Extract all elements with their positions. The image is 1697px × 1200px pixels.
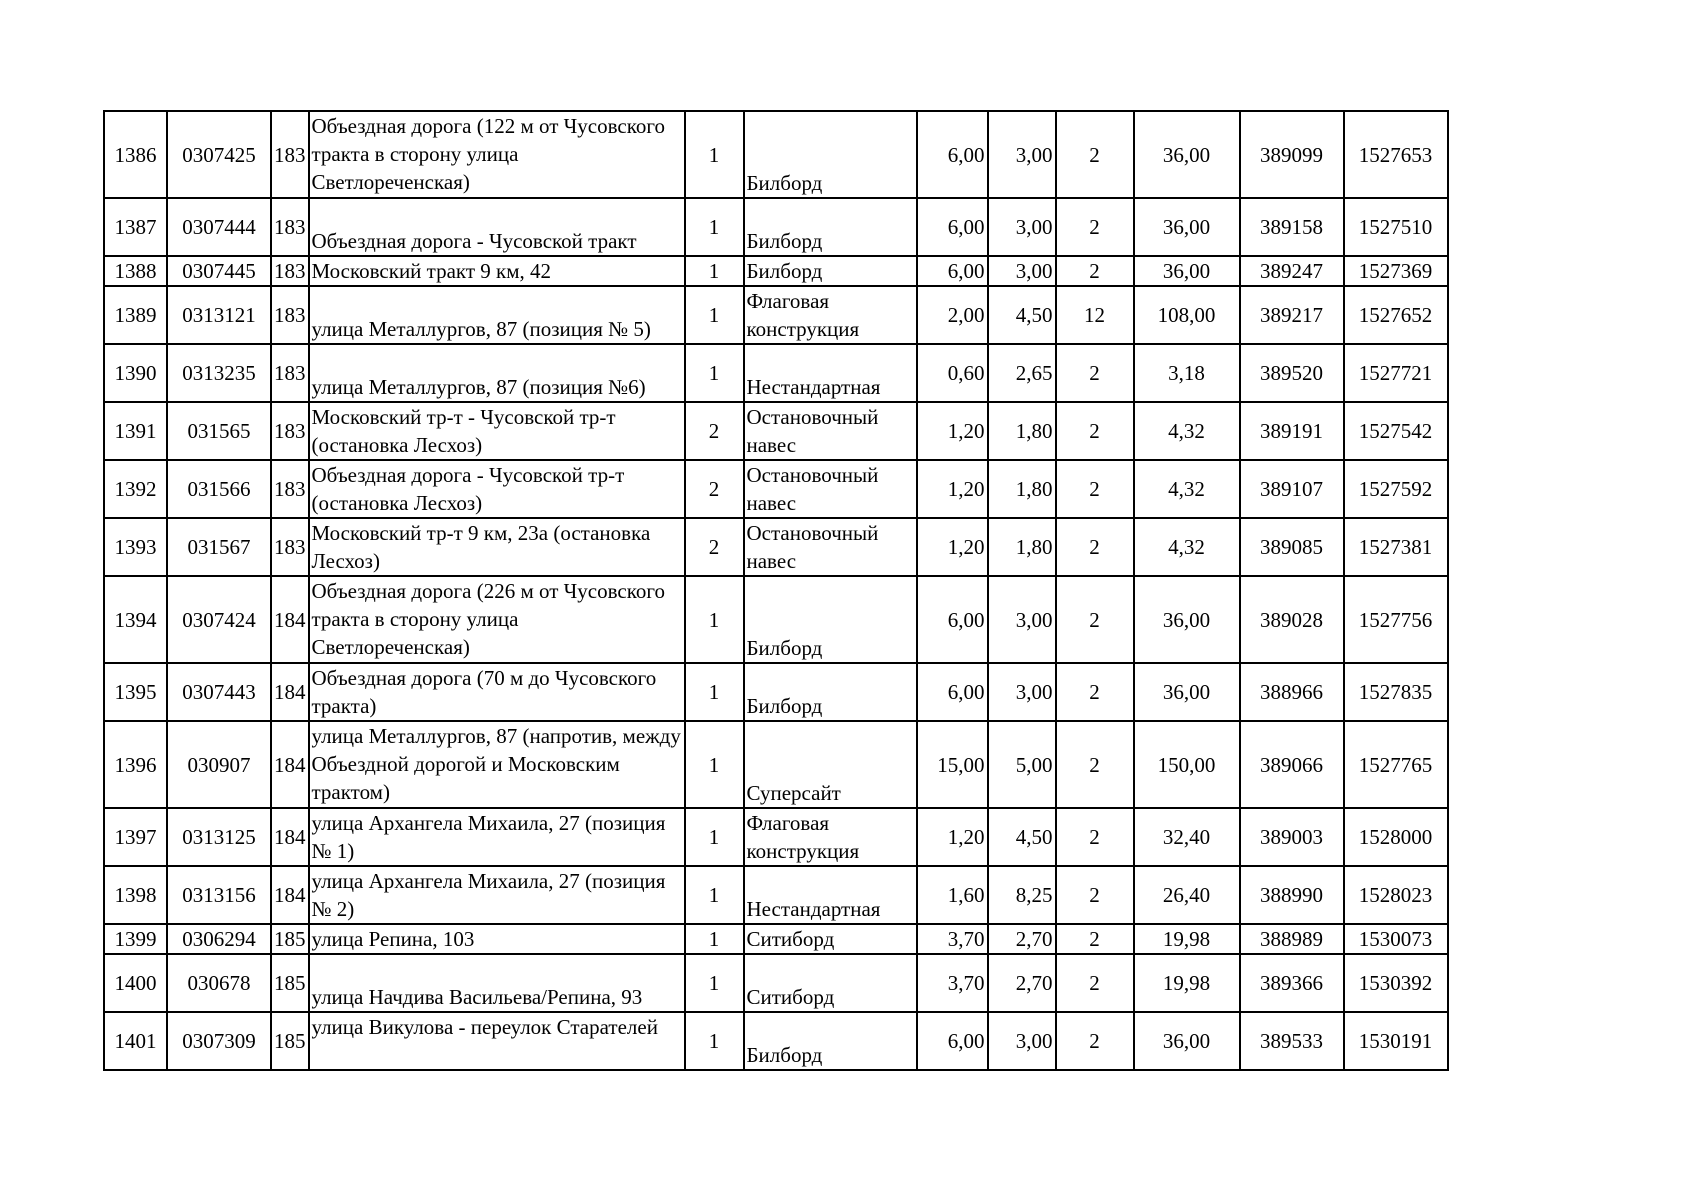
- coord-y-cell: 1527652: [1344, 286, 1448, 344]
- sides-count-cell: 1: [685, 576, 744, 663]
- coord-y-cell: 1528000: [1344, 808, 1448, 866]
- width-value-cell: 6,00: [917, 663, 988, 721]
- area-value-cell: 3,18: [1134, 344, 1240, 402]
- coord-x-cell: 388989: [1240, 924, 1344, 954]
- sides-count-cell: 1: [685, 663, 744, 721]
- width-value-cell: 2,00: [917, 286, 988, 344]
- coord-y-cell: 1527721: [1344, 344, 1448, 402]
- zone-number-cell: 184: [271, 576, 309, 663]
- coord-y-cell: 1527835: [1344, 663, 1448, 721]
- width-value-cell: 15,00: [917, 721, 988, 808]
- zone-number-cell: 183: [271, 198, 309, 256]
- zone-number-cell: 183: [271, 344, 309, 402]
- coord-x-cell: 389107: [1240, 460, 1344, 518]
- sides-count-cell: 2: [685, 402, 744, 460]
- count-value-cell: 2: [1056, 256, 1134, 286]
- structure-type-cell: Нестандартная: [744, 344, 917, 402]
- area-value-cell: 150,00: [1134, 721, 1240, 808]
- zone-number-cell: 183: [271, 256, 309, 286]
- sides-count-cell: 2: [685, 518, 744, 576]
- table-row: [104, 576, 1448, 663]
- row-number-cell: 1396: [104, 721, 167, 808]
- address-cell: улица Металлургов, 87 (позиция №6): [309, 344, 685, 402]
- area-value-cell: 4,32: [1134, 518, 1240, 576]
- structure-type-cell: Нестандартная: [744, 866, 917, 924]
- coord-y-cell: 1528023: [1344, 866, 1448, 924]
- count-value-cell: 12: [1056, 286, 1134, 344]
- table-row: [104, 1012, 1448, 1070]
- structure-code-cell: 0313156: [167, 866, 271, 924]
- address-cell: улица Репина, 103: [309, 924, 685, 954]
- address-cell: улица Архангела Михаила, 27 (позиция № 2): [309, 866, 685, 924]
- count-value-cell: 2: [1056, 808, 1134, 866]
- structure-type-cell: Билборд: [744, 1012, 917, 1070]
- address-cell: Объездная дорога (122 м от Чусовского тракта в сторону улица Светлореченская): [309, 111, 685, 198]
- structure-code-cell: 0307444: [167, 198, 271, 256]
- count-value-cell: 2: [1056, 866, 1134, 924]
- table-row: [104, 924, 1448, 954]
- sides-count-cell: 1: [685, 808, 744, 866]
- height-value-cell: 2,70: [988, 924, 1056, 954]
- table-row: [104, 954, 1448, 1012]
- width-value-cell: 1,20: [917, 402, 988, 460]
- count-value-cell: 2: [1056, 460, 1134, 518]
- coord-y-cell: 1527592: [1344, 460, 1448, 518]
- structure-type-cell: Остановочный навес: [744, 402, 917, 460]
- table-row: [104, 721, 1448, 808]
- row-number-cell: 1394: [104, 576, 167, 663]
- area-value-cell: 36,00: [1134, 576, 1240, 663]
- zone-number-cell: 183: [271, 518, 309, 576]
- coord-y-cell: 1527369: [1344, 256, 1448, 286]
- coord-y-cell: 1527510: [1344, 198, 1448, 256]
- coord-x-cell: 388990: [1240, 866, 1344, 924]
- coord-y-cell: 1527756: [1344, 576, 1448, 663]
- table-row: [104, 198, 1448, 256]
- width-value-cell: 1,60: [917, 866, 988, 924]
- structure-code-cell: 0307424: [167, 576, 271, 663]
- table-row: [104, 286, 1448, 344]
- count-value-cell: 2: [1056, 663, 1134, 721]
- width-value-cell: 6,00: [917, 198, 988, 256]
- coord-x-cell: 389247: [1240, 256, 1344, 286]
- address-cell: Московский тракт 9 км, 42: [309, 256, 685, 286]
- area-value-cell: 108,00: [1134, 286, 1240, 344]
- address-cell: улица Металлургов, 87 (позиция № 5): [309, 286, 685, 344]
- structure-code-cell: 0307445: [167, 256, 271, 286]
- height-value-cell: 2,70: [988, 954, 1056, 1012]
- address-cell: улица Архангела Михаила, 27 (позиция № 1): [309, 808, 685, 866]
- height-value-cell: 3,00: [988, 663, 1056, 721]
- zone-number-cell: 183: [271, 111, 309, 198]
- width-value-cell: 1,20: [917, 518, 988, 576]
- coord-y-cell: 1527765: [1344, 721, 1448, 808]
- area-value-cell: 36,00: [1134, 663, 1240, 721]
- count-value-cell: 2: [1056, 198, 1134, 256]
- structure-code-cell: 031565: [167, 402, 271, 460]
- advertising-structures-table: [103, 110, 1449, 1071]
- height-value-cell: 1,80: [988, 460, 1056, 518]
- table-row: [104, 111, 1448, 198]
- row-number-cell: 1395: [104, 663, 167, 721]
- sides-count-cell: 1: [685, 111, 744, 198]
- coord-x-cell: 389533: [1240, 1012, 1344, 1070]
- row-number-cell: 1387: [104, 198, 167, 256]
- sides-count-cell: 1: [685, 866, 744, 924]
- height-value-cell: 4,50: [988, 286, 1056, 344]
- area-value-cell: 19,98: [1134, 954, 1240, 1012]
- structure-code-cell: 0313125: [167, 808, 271, 866]
- sides-count-cell: 1: [685, 721, 744, 808]
- structure-type-cell: Билборд: [744, 111, 917, 198]
- structure-code-cell: 0306294: [167, 924, 271, 954]
- coord-y-cell: 1527653: [1344, 111, 1448, 198]
- width-value-cell: 6,00: [917, 1012, 988, 1070]
- structure-type-cell: Флаговая конструкция: [744, 286, 917, 344]
- structure-type-cell: Остановочный навес: [744, 460, 917, 518]
- width-value-cell: 6,00: [917, 576, 988, 663]
- area-value-cell: 36,00: [1134, 198, 1240, 256]
- address-cell: Объездная дорога (226 м от Чусовского тракта в сторону улица Светлореченская): [309, 576, 685, 663]
- height-value-cell: 3,00: [988, 111, 1056, 198]
- structure-type-cell: Билборд: [744, 198, 917, 256]
- table-row: [104, 866, 1448, 924]
- area-value-cell: 36,00: [1134, 1012, 1240, 1070]
- structure-type-cell: Ситиборд: [744, 954, 917, 1012]
- area-value-cell: 36,00: [1134, 256, 1240, 286]
- zone-number-cell: 183: [271, 402, 309, 460]
- coord-x-cell: 389520: [1240, 344, 1344, 402]
- coord-x-cell: 389028: [1240, 576, 1344, 663]
- sides-count-cell: 1: [685, 198, 744, 256]
- height-value-cell: 1,80: [988, 402, 1056, 460]
- address-cell: Московский тр-т - Чусовской тр-т (остановка Лесхоз): [309, 402, 685, 460]
- structure-type-cell: Суперсайт: [744, 721, 917, 808]
- coord-x-cell: 389217: [1240, 286, 1344, 344]
- count-value-cell: 2: [1056, 344, 1134, 402]
- structure-code-cell: 0307425: [167, 111, 271, 198]
- coord-y-cell: 1530191: [1344, 1012, 1448, 1070]
- area-value-cell: 26,40: [1134, 866, 1240, 924]
- address-cell: Объездная дорога (70 м до Чусовского тракта): [309, 663, 685, 721]
- structure-type-cell: Остановочный навес: [744, 518, 917, 576]
- table-row: [104, 344, 1448, 402]
- sides-count-cell: 1: [685, 924, 744, 954]
- table-row: [104, 808, 1448, 866]
- sides-count-cell: 1: [685, 344, 744, 402]
- coord-y-cell: 1530073: [1344, 924, 1448, 954]
- address-cell: Объездная дорога - Чусовской тракт: [309, 198, 685, 256]
- height-value-cell: 5,00: [988, 721, 1056, 808]
- area-value-cell: 4,32: [1134, 460, 1240, 518]
- row-number-cell: 1399: [104, 924, 167, 954]
- coord-y-cell: 1530392: [1344, 954, 1448, 1012]
- width-value-cell: 6,00: [917, 111, 988, 198]
- zone-number-cell: 185: [271, 924, 309, 954]
- zone-number-cell: 183: [271, 286, 309, 344]
- address-cell: улица Начдива Васильева/Репина, 93: [309, 954, 685, 1012]
- row-number-cell: 1390: [104, 344, 167, 402]
- coord-x-cell: 389158: [1240, 198, 1344, 256]
- coord-y-cell: 1527381: [1344, 518, 1448, 576]
- structure-type-cell: Ситиборд: [744, 924, 917, 954]
- sides-count-cell: 1: [685, 1012, 744, 1070]
- height-value-cell: 8,25: [988, 866, 1056, 924]
- address-cell: улица Металлургов, 87 (напротив, между Объездной дорогой и Московским трактом): [309, 721, 685, 808]
- structure-code-cell: 0313235: [167, 344, 271, 402]
- table-row: [104, 663, 1448, 721]
- table-row: [104, 518, 1448, 576]
- height-value-cell: 3,00: [988, 256, 1056, 286]
- width-value-cell: 3,70: [917, 924, 988, 954]
- row-number-cell: 1398: [104, 866, 167, 924]
- width-value-cell: 1,20: [917, 460, 988, 518]
- structure-code-cell: 0313121: [167, 286, 271, 344]
- area-value-cell: 4,32: [1134, 402, 1240, 460]
- zone-number-cell: 184: [271, 721, 309, 808]
- coord-x-cell: 389085: [1240, 518, 1344, 576]
- table-row: [104, 402, 1448, 460]
- structure-type-cell: Билборд: [744, 256, 917, 286]
- zone-number-cell: 183: [271, 460, 309, 518]
- zone-number-cell: 184: [271, 808, 309, 866]
- count-value-cell: 2: [1056, 954, 1134, 1012]
- coord-x-cell: 389191: [1240, 402, 1344, 460]
- height-value-cell: 4,50: [988, 808, 1056, 866]
- address-cell: Объездная дорога - Чусовской тр-т (остановка Лесхоз): [309, 460, 685, 518]
- sides-count-cell: 1: [685, 954, 744, 1012]
- count-value-cell: 2: [1056, 924, 1134, 954]
- height-value-cell: 1,80: [988, 518, 1056, 576]
- area-value-cell: 36,00: [1134, 111, 1240, 198]
- row-number-cell: 1397: [104, 808, 167, 866]
- structure-type-cell: Билборд: [744, 576, 917, 663]
- row-number-cell: 1389: [104, 286, 167, 344]
- row-number-cell: 1386: [104, 111, 167, 198]
- coord-x-cell: 388966: [1240, 663, 1344, 721]
- row-number-cell: 1388: [104, 256, 167, 286]
- zone-number-cell: 184: [271, 663, 309, 721]
- coord-x-cell: 389099: [1240, 111, 1344, 198]
- structure-code-cell: 030907: [167, 721, 271, 808]
- area-value-cell: 32,40: [1134, 808, 1240, 866]
- sides-count-cell: 2: [685, 460, 744, 518]
- height-value-cell: 3,00: [988, 198, 1056, 256]
- table-body: [104, 111, 1448, 1070]
- width-value-cell: 6,00: [917, 256, 988, 286]
- row-number-cell: 1393: [104, 518, 167, 576]
- count-value-cell: 2: [1056, 1012, 1134, 1070]
- address-cell: улица Викулова - переулок Старателей: [309, 1012, 685, 1070]
- width-value-cell: 3,70: [917, 954, 988, 1012]
- row-number-cell: 1401: [104, 1012, 167, 1070]
- coord-x-cell: 389003: [1240, 808, 1344, 866]
- count-value-cell: 2: [1056, 402, 1134, 460]
- height-value-cell: 3,00: [988, 576, 1056, 663]
- width-value-cell: 0,60: [917, 344, 988, 402]
- count-value-cell: 2: [1056, 576, 1134, 663]
- table-row: [104, 256, 1448, 286]
- structure-type-cell: Билборд: [744, 663, 917, 721]
- coord-y-cell: 1527542: [1344, 402, 1448, 460]
- count-value-cell: 2: [1056, 518, 1134, 576]
- count-value-cell: 2: [1056, 111, 1134, 198]
- structure-code-cell: 031566: [167, 460, 271, 518]
- row-number-cell: 1400: [104, 954, 167, 1012]
- structure-code-cell: 0307443: [167, 663, 271, 721]
- height-value-cell: 2,65: [988, 344, 1056, 402]
- row-number-cell: 1391: [104, 402, 167, 460]
- zone-number-cell: 184: [271, 866, 309, 924]
- coord-x-cell: 389066: [1240, 721, 1344, 808]
- width-value-cell: 1,20: [917, 808, 988, 866]
- area-value-cell: 19,98: [1134, 924, 1240, 954]
- structure-code-cell: 030678: [167, 954, 271, 1012]
- structure-code-cell: 031567: [167, 518, 271, 576]
- structure-code-cell: 0307309: [167, 1012, 271, 1070]
- structure-type-cell: Флаговая конструкция: [744, 808, 917, 866]
- zone-number-cell: 185: [271, 1012, 309, 1070]
- sides-count-cell: 1: [685, 256, 744, 286]
- count-value-cell: 2: [1056, 721, 1134, 808]
- height-value-cell: 3,00: [988, 1012, 1056, 1070]
- sides-count-cell: 1: [685, 286, 744, 344]
- row-number-cell: 1392: [104, 460, 167, 518]
- table-row: [104, 460, 1448, 518]
- zone-number-cell: 185: [271, 954, 309, 1012]
- address-cell: Московский тр-т 9 км, 23а (остановка Лесхоз): [309, 518, 685, 576]
- coord-x-cell: 389366: [1240, 954, 1344, 1012]
